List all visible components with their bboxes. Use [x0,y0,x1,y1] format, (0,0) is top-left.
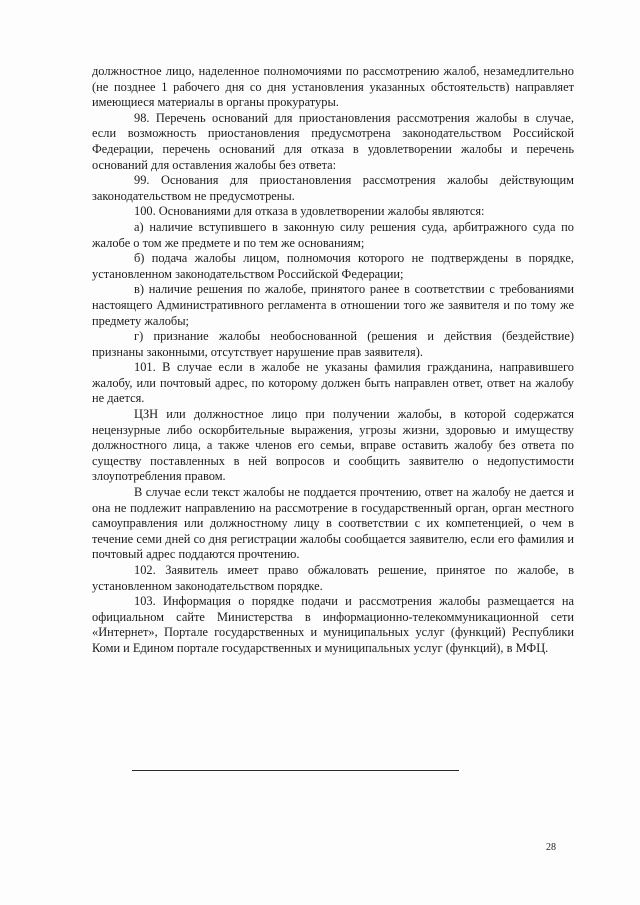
paragraph-103: 103. Информация о порядке подачи и рассмотрения жалобы размещается на официальном сайте Министерства в информационно-телекоммуникационной сети «Интернет», Портале государственных и муниципальных услуг (функций) Республики Коми и Едином портале государственных и муниципальных услуг (функций), в МФЦ. [92,594,574,655]
page-number: 28 [546,842,556,853]
paragraph-101-czn: ЦЗН или должностное лицо при получении жалобы, в которой содержатся нецензурные либо оскорбительные выражения, угрозы жизни, здоровью и имуществу должностного лица, а также членов его семьи, вправе оставить жалобу без ответа по существу поставленных в ней вопросов и сообщить заявителю о недопустимости злоупотребления правом. [92,407,574,484]
paragraph-101-unreadable: В случае если текст жалобы не поддается прочтению, ответ на жалобу не дается и она не подлежит направлению на рассмотрение в государственный орган, орган местного самоуправления или должностному лицу в соответствии с их компетенцией, о чем в течение семи дней со дня регистрации жалобы сообщается заявителю, если его фамилия и почтовый адрес поддаются прочтению. [92,485,574,562]
paragraph-100-g: г) признание жалобы необоснованной (решения и действия (бездействие) признаны законными, отсутствует нарушение прав заявителя). [92,329,574,359]
paragraph-100-b: б) подача жалобы лицом, полномочия которого не подтверждены в порядке, установленном законодательством Российской Федерации; [92,251,574,281]
paragraph-101: 101. В случае если в жалобе не указаны фамилия гражданина, направившего жалобу, или почтовый адрес, по которому должен быть направлен ответ, ответ на жалобу не дается. [92,360,574,406]
paragraph-102: 102. Заявитель имеет право обжаловать решение, принятое по жалобе, в установленном законодательством порядке. [92,563,574,593]
footer-divider [132,770,459,771]
paragraph-100-a: а) наличие вступившего в законную силу решения суда, арбитражного суда по жалобе о том же предмете и по тем же основаниям; [92,219,574,250]
body-text [92,64,574,657]
paragraph-99: 99. Основания для приостановления рассмотрения жалобы действующим законодательством не предусмотрены. [92,173,574,203]
paragraph-continuation: должностное лицо, наделенное полномочиями по рассмотрению жалоб, незамедлительно (не позднее 1 рабочего дня со дня установления указанных обстоятельств) направляет имеющиеся материалы в органы прокуратуры. [92,64,574,110]
paragraph-98: 98. Перечень оснований для приостановления рассмотрения жалобы в случае, если возможность приостановления предусмотрена законодательством Российской Федерации, перечень оснований для отказа в удовлетворении жалобы и перечень оснований для оставления жалобы без ответа: [92,110,574,172]
paragraph-100: 100. Основаниями для отказа в удовлетворении жалобы являются: [134,204,485,219]
paragraph-100-v: в) наличие решения по жалобе, принятого ранее в соответствии с требованиями настоящего Административного регламента в отношении того же заявителя и по тому же предмету жалобы; [92,282,574,328]
